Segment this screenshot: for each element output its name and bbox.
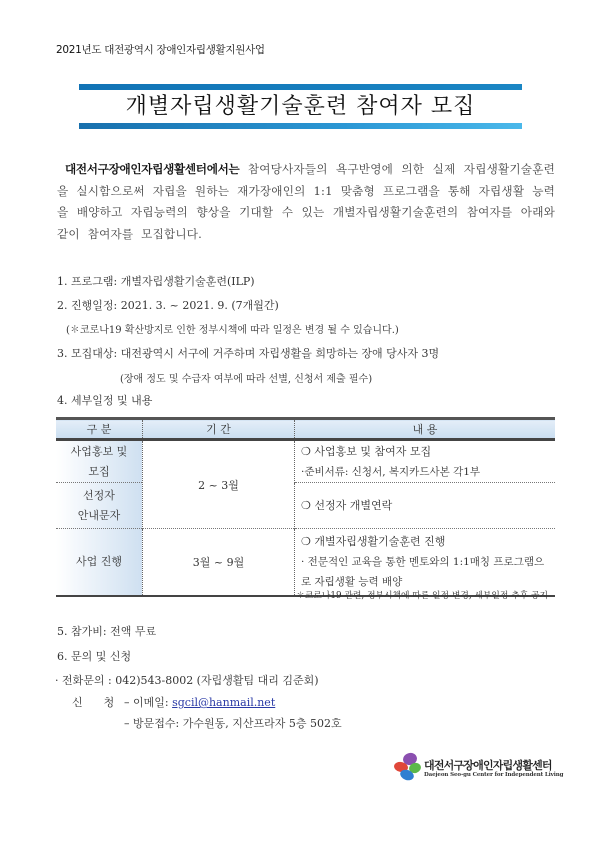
email-link[interactable]: sgcil@hanmail.net	[172, 696, 276, 709]
page-title: 개별자립생활기술훈련 참여자 모집	[125, 94, 476, 119]
logo-clover-icon	[393, 752, 423, 782]
target-note: (장애 정도 및 수급자 여부에 따라 선별, 신청서 제출 필수)	[120, 374, 373, 385]
category-cell	[56, 483, 143, 529]
category-line: 선정자	[83, 488, 115, 502]
title-bar-top	[79, 84, 522, 90]
apply-label: 신 청	[72, 696, 115, 709]
email-prefix: – 이메일:	[124, 696, 169, 709]
content-line: ❍ 선정자 개별연락	[301, 498, 393, 512]
email-row	[124, 694, 275, 710]
intro-text: 참여당사자들의 욕구반영에 의한 실제 자립생활기술훈련을 실시함으로써 자립을 원하는 재가장애인의 1:1 맞춤형 프로그램을 통해 자립생활 능력을 배양하고 자립능력의 향상을 기대할 수 있는 개별자립생활기술훈련의 참여자를 아래와 같이 참여자를 모집합니다.	[57, 162, 555, 241]
item-fee: 5. 참가비: 전액 무료	[57, 625, 157, 638]
period-cell: 3월 ~ 9월	[143, 529, 295, 596]
org-name: 대전서구장애인자립생활센터에서는	[65, 162, 240, 176]
table-note: ✽코로나19 관련, 정부시책에 따른 일정 변경, 세부일정 추후 공지	[296, 591, 548, 601]
category-line: 안내문자	[77, 508, 121, 522]
content-line: ❍ 개별자립생활기술훈련 진행	[301, 534, 446, 548]
period-cell: 2 ~ 3월	[143, 440, 295, 529]
content-line: ❍ 사업홍보 및 참여자 모집	[301, 444, 432, 458]
content-cell	[295, 529, 556, 596]
table-row	[56, 440, 555, 483]
header-period: 기 간	[143, 419, 295, 440]
schedule-note: (✽코로나19 확산방지로 인한 정부시책에 따라 일정은 변경 될 수 있습니다.)	[66, 325, 399, 336]
title-bar-bottom	[79, 123, 522, 129]
table-row	[56, 529, 555, 596]
category-cell	[56, 440, 143, 483]
intro-paragraph	[57, 159, 555, 245]
item-details-heading: 4. 세부일정 및 내용	[57, 394, 153, 407]
logo-name: 대전서구장애인자립생활센터	[424, 759, 552, 772]
item-target: 3. 모집대상: 대전광역시 서구에 거주하며 자립생활을 희망하는 장애 당사자 3명	[57, 347, 440, 360]
item-inquiry-heading: 6. 문의 및 신청	[57, 650, 132, 663]
content-cell	[295, 483, 556, 529]
category-line: 모집	[88, 464, 110, 478]
logo-english: Daejeon Seo-gu Center for Independent Living	[424, 772, 564, 778]
header-category: 구 분	[56, 419, 143, 440]
content-line: 로 자립생활 능력 배양	[301, 575, 403, 588]
content-cell	[295, 440, 556, 483]
contact-phone: · 전화문의 : 042)543-8002 (자립생활팀 대리 김준회)	[55, 674, 319, 687]
content-line: ·준비서류: 신청서, 복지카드사본 각1부	[301, 465, 481, 478]
table-header-row	[56, 419, 555, 440]
contact-visit: – 방문접수: 가수원동, 지산프라자 5층 502호	[124, 717, 342, 730]
header-content: 내 용	[295, 419, 556, 440]
category-line: 사업홍보 및	[70, 444, 128, 458]
item-program: 1. 프로그램: 개별자립생활기술훈련(ILP)	[57, 275, 255, 288]
category-cell: 사업 진행	[56, 529, 143, 596]
table-row	[56, 483, 555, 529]
content-line: · 전문적인 교육을 통한 멘토와의 1:1매칭 프로그램으	[301, 555, 545, 568]
program-subtitle: 2021년도 대전광역시 장애인자립생활지원사업	[56, 44, 265, 56]
item-schedule: 2. 진행일정: 2021. 3. ~ 2021. 9. (7개월간)	[57, 299, 279, 312]
schedule-table	[56, 417, 555, 597]
